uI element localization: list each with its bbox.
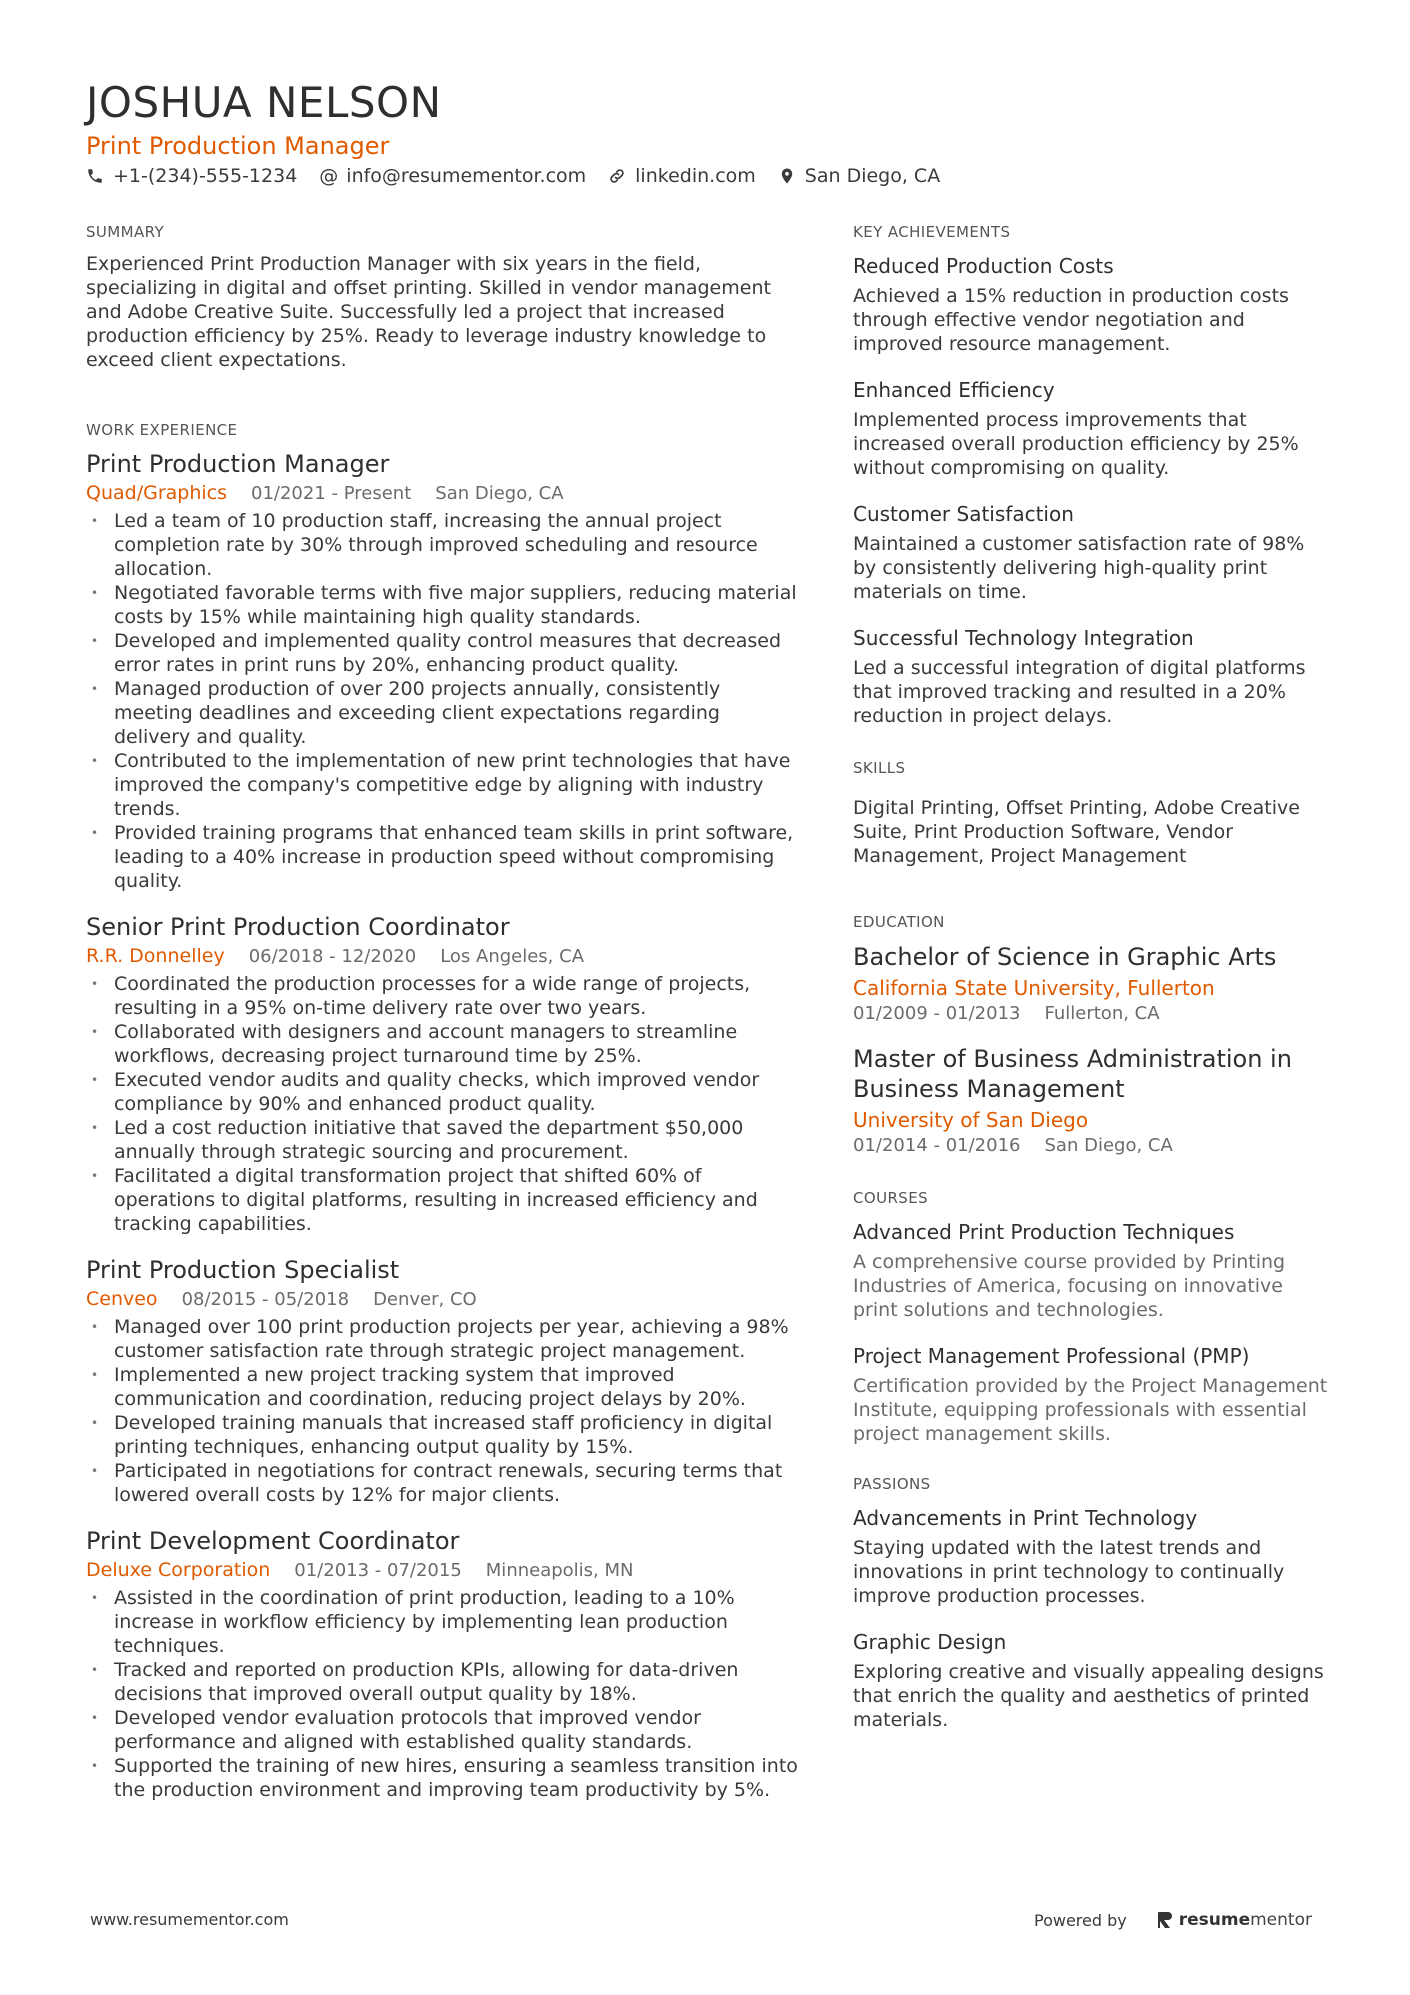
passion-item bbox=[853, 1504, 1328, 1608]
experience-title: WORK EXPERIENCE bbox=[86, 421, 238, 439]
job-bullet: • Managed over 100 print production projects per year, achieving a 98% customer satisfaction rate through strategic project management. bbox=[86, 1315, 802, 1363]
job-dates: 08/2015 - 05/2018 bbox=[181, 1289, 350, 1310]
job-title: Print Development Coordinator bbox=[86, 1527, 460, 1555]
experience-section bbox=[86, 420, 802, 1802]
job-meta bbox=[86, 943, 802, 970]
job-title: Senior Print Production Coordinator bbox=[86, 913, 510, 941]
course-item bbox=[853, 1218, 1328, 1322]
course-title: Advanced Print Production Techniques bbox=[853, 1220, 1235, 1244]
location-pin-icon bbox=[778, 167, 796, 185]
contact-bar bbox=[86, 162, 962, 190]
left-column bbox=[86, 222, 802, 1820]
courses-section bbox=[853, 1188, 1328, 1446]
job-bullet: • Developed and implemented quality control measures that decreased error rates in print runs by 20%, enhancing product quality. bbox=[86, 629, 802, 677]
phone-icon bbox=[86, 167, 104, 185]
education-school: University of San Diego bbox=[853, 1108, 1089, 1132]
achievement-title: Reduced Production Costs bbox=[853, 254, 1114, 278]
skills-title: SKILLS bbox=[853, 759, 906, 777]
job-bullet: • Collaborated with designers and account managers to streamline workflows, decreasing project turnaround time by 25%. bbox=[86, 1020, 802, 1068]
achievement-text: Led a successful integration of digital platforms that improved tracking and resulted in a 20% reduction in project delays. bbox=[853, 657, 1306, 727]
education-dates: 01/2014 - 01/2016 bbox=[853, 1135, 1021, 1156]
summary-title: SUMMARY bbox=[86, 223, 165, 241]
course-text: A comprehensive course provided by Printing Industries of America, focusing on innovative print solutions and technologies. bbox=[853, 1251, 1286, 1321]
job-company: Cenveo bbox=[86, 1288, 158, 1310]
achievement-item bbox=[853, 500, 1328, 604]
job-location: San Diego, CA bbox=[435, 483, 564, 504]
job-bullet: • Negotiated favorable terms with five major suppliers, reducing material costs by 15% while maintaining high quality standards. bbox=[86, 581, 802, 629]
passion-text: Staying updated with the latest trends and innovations in print technology to continually improve production processes. bbox=[853, 1537, 1285, 1607]
job-meta bbox=[86, 480, 802, 507]
education-school: California State University, Fullerton bbox=[853, 976, 1215, 1000]
achievement-text: Implemented process improvements that increased overall production efficiency by 25% without compromising on quality. bbox=[853, 409, 1299, 479]
courses-title: COURSES bbox=[853, 1189, 929, 1207]
location-text: San Diego, CA bbox=[804, 165, 941, 187]
job-bullet: • Implemented a new project tracking system that improved communication and coordination, reducing project delays by 20%. bbox=[86, 1363, 802, 1411]
achievement-text: Maintained a customer satisfaction rate of 98% by consistently delivering high-quality print materials on time. bbox=[853, 533, 1305, 603]
achievement-item bbox=[853, 376, 1328, 480]
job-bullets bbox=[86, 509, 802, 893]
job-bullet: • Assisted in the coordination of print production, leading to a 10% increase in workflow efficiency by implementing lean production techniques. bbox=[86, 1586, 802, 1658]
brand-rest: mentor bbox=[1250, 1910, 1312, 1930]
job-entry bbox=[86, 1254, 802, 1507]
achievement-title: Successful Technology Integration bbox=[853, 626, 1194, 650]
education-meta bbox=[853, 1134, 1328, 1158]
job-bullet: • Contributed to the implementation of new print technologies that have improved the company's competitive edge by aligning with industry trends. bbox=[86, 749, 802, 821]
summary-text: Experienced Print Production Manager with six years in the field, specializing in digital and offset printing. Skilled in vendor management and Adobe Creative Suite. Successfully led a project that increased production efficiency by 25%. Ready to leverage industry knowledge to exceed client expectations. bbox=[86, 253, 771, 371]
job-bullet: • Coordinated the production processes for a wide range of projects, resulting in a 95% on-time delivery rate over two years. bbox=[86, 972, 802, 1020]
contact-email[interactable] bbox=[319, 162, 586, 190]
passion-text: Exploring creative and visually appealing designs that enrich the quality and aesthetics of printed materials. bbox=[853, 1661, 1324, 1731]
achievement-text: Achieved a 15% reduction in production costs through effective vendor negotiation and improved resource management. bbox=[853, 285, 1289, 355]
summary-section bbox=[86, 222, 802, 372]
education-section bbox=[853, 912, 1328, 1158]
job-bullet: • Led a cost reduction initiative that saved the department $50,000 annually through strategic sourcing and procurement. bbox=[86, 1116, 802, 1164]
brand-bold: resume bbox=[1178, 1910, 1251, 1930]
contact-linkedin[interactable] bbox=[608, 162, 756, 190]
job-entry bbox=[86, 448, 802, 893]
candidate-name: JOSHUA NELSON bbox=[86, 78, 442, 127]
education-degree: Bachelor of Science in Graphic Arts bbox=[853, 943, 1277, 971]
education-list bbox=[853, 942, 1328, 1158]
passions-title: PASSIONS bbox=[853, 1475, 931, 1493]
job-title: Print Production Specialist bbox=[86, 1256, 400, 1284]
skills-section bbox=[853, 758, 1328, 868]
job-dates: 06/2018 - 12/2020 bbox=[248, 946, 417, 967]
education-location: San Diego, CA bbox=[1044, 1135, 1173, 1156]
job-location: Minneapolis, MN bbox=[485, 1560, 634, 1581]
job-company: R.R. Donnelley bbox=[86, 945, 225, 967]
job-bullet: • Developed training manuals that increased staff proficiency in digital printing techniques, enhancing output quality by 15%. bbox=[86, 1411, 802, 1459]
jobs-list bbox=[86, 448, 802, 1802]
passion-item bbox=[853, 1628, 1328, 1732]
passions-section bbox=[853, 1474, 1328, 1732]
courses-list bbox=[853, 1218, 1328, 1446]
job-bullet: • Facilitated a digital transformation project that shifted 60% of operations to digital platforms, resulting in increased efficiency and tracking capabilities. bbox=[86, 1164, 802, 1236]
education-degree: Master of Business Administration in Business Management bbox=[853, 1045, 1292, 1103]
candidate-role: Print Production Manager bbox=[86, 132, 390, 160]
job-bullet: • Developed vendor evaluation protocols that improved vendor performance and aligned with established quality standards. bbox=[86, 1706, 802, 1754]
education-title: EDUCATION bbox=[853, 913, 945, 931]
education-item bbox=[853, 942, 1328, 1026]
achievement-item bbox=[853, 624, 1328, 728]
education-dates: 01/2009 - 01/2013 bbox=[853, 1003, 1021, 1024]
job-entry bbox=[86, 1525, 802, 1802]
brand-logo[interactable] bbox=[1157, 1910, 1312, 1930]
job-location: Denver, CO bbox=[373, 1289, 477, 1310]
at-icon: @ bbox=[319, 165, 339, 187]
job-bullet: • Executed vendor audits and quality checks, which improved vendor compliance by 90% and enhanced product quality. bbox=[86, 1068, 802, 1116]
education-meta bbox=[853, 1002, 1328, 1026]
achievements-section bbox=[853, 222, 1328, 728]
resumementor-logo-icon bbox=[1157, 1911, 1173, 1929]
linkedin-text[interactable]: linkedin.com bbox=[635, 165, 756, 187]
course-title: Project Management Professional (PMP) bbox=[853, 1344, 1250, 1368]
achievements-title: KEY ACHIEVEMENTS bbox=[853, 223, 1011, 241]
achievement-title: Enhanced Efficiency bbox=[853, 378, 1055, 402]
job-company: Deluxe Corporation bbox=[86, 1559, 271, 1581]
passion-title: Graphic Design bbox=[853, 1630, 1007, 1654]
phone-text: +1-(234)-555-1234 bbox=[113, 165, 298, 187]
footer-powered bbox=[1034, 1910, 1312, 1930]
job-bullet: • Participated in negotiations for contract renewals, securing terms that lowered overall costs by 12% for major clients. bbox=[86, 1459, 802, 1507]
achievement-item bbox=[853, 252, 1328, 356]
job-location: Los Angeles, CA bbox=[440, 946, 585, 967]
contact-phone bbox=[86, 162, 297, 190]
job-entry bbox=[86, 911, 802, 1236]
job-dates: 01/2021 - Present bbox=[251, 483, 412, 504]
job-bullets bbox=[86, 1315, 802, 1507]
achievement-title: Customer Satisfaction bbox=[853, 502, 1074, 526]
job-company: Quad/Graphics bbox=[86, 482, 228, 504]
job-bullet: • Managed production of over 200 projects annually, consistently meeting deadlines and exceeding client expectations regarding delivery and quality. bbox=[86, 677, 802, 749]
powered-by-label: Powered by bbox=[1034, 1910, 1127, 1930]
job-bullet: • Supported the training of new hires, ensuring a seamless transition into the production environment and improving team productivity by 5%. bbox=[86, 1754, 802, 1802]
passions-list bbox=[853, 1504, 1328, 1732]
job-meta bbox=[86, 1557, 802, 1584]
course-text: Certification provided by the Project Management Institute, equipping professionals with essential project management skills. bbox=[853, 1375, 1328, 1445]
job-bullet: • Tracked and reported on production KPIs, allowing for data-driven decisions that improved overall output quality by 18%. bbox=[86, 1658, 802, 1706]
education-location: Fullerton, CA bbox=[1044, 1003, 1160, 1024]
achievements-list bbox=[853, 252, 1328, 728]
education-item bbox=[853, 1044, 1328, 1158]
job-meta bbox=[86, 1286, 802, 1313]
job-bullets bbox=[86, 972, 802, 1236]
contact-location bbox=[778, 162, 940, 190]
link-icon bbox=[608, 167, 626, 185]
job-bullets bbox=[86, 1586, 802, 1802]
job-bullet: • Provided training programs that enhanced team skills in print software, leading to a 40% increase in production speed without compromising quality. bbox=[86, 821, 802, 893]
passion-title: Advancements in Print Technology bbox=[853, 1506, 1198, 1530]
footer-website[interactable]: www.resumementor.com bbox=[90, 1910, 289, 1929]
job-dates: 01/2013 - 07/2015 bbox=[294, 1560, 462, 1581]
course-item bbox=[853, 1342, 1328, 1446]
job-title: Print Production Manager bbox=[86, 450, 390, 478]
job-bullet: • Led a team of 10 production staff, increasing the annual project completion rate by 30% through improved scheduling and resource allocation. bbox=[86, 509, 802, 581]
skills-text: Digital Printing, Offset Printing, Adobe Creative Suite, Print Production Software, Vendor Management, Project Management bbox=[853, 797, 1300, 867]
right-column bbox=[853, 222, 1328, 1752]
email-text[interactable]: info@resumementor.com bbox=[346, 165, 587, 187]
